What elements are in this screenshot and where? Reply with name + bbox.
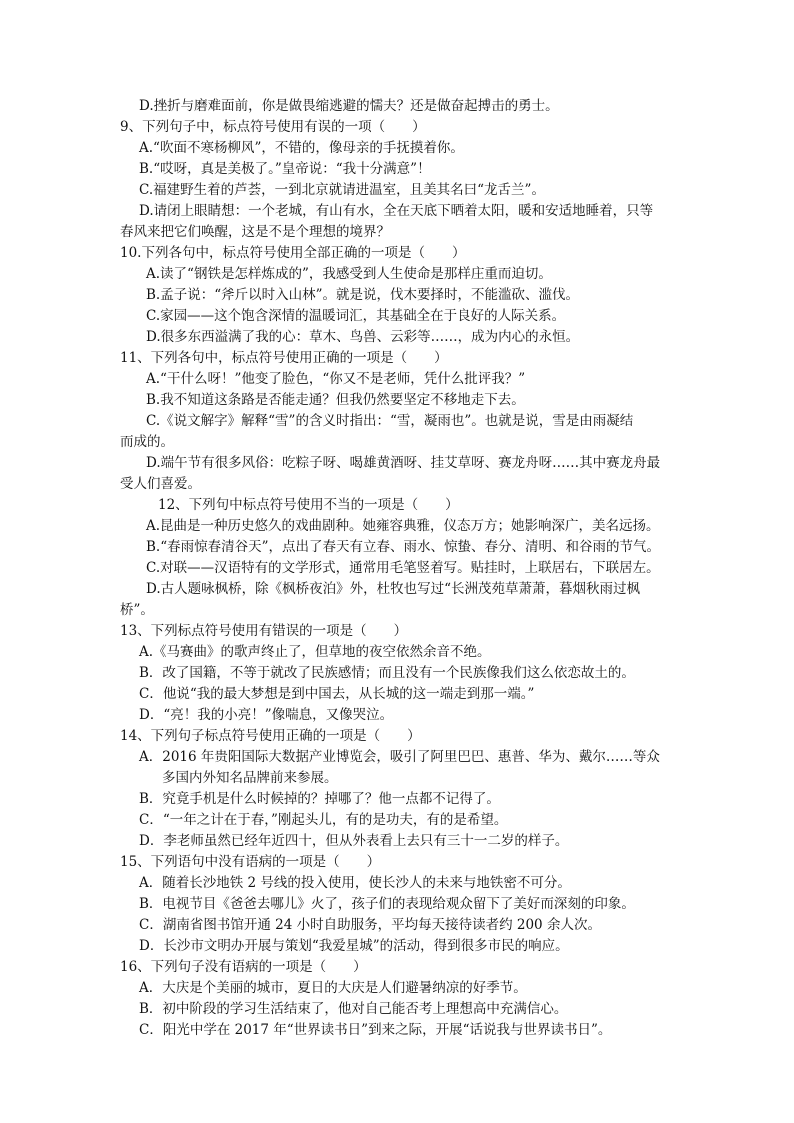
option-line: C.对联——汉语特有的文学形式，通常用毛笔竖着写。贴挂时，上联居右，下联居左。 bbox=[146, 560, 660, 576]
option-continuation: 而成的。 bbox=[120, 434, 174, 450]
question-title: 10.下列各句中，标点符号使用全部正确的一项是（ ） bbox=[120, 245, 466, 261]
option-line: D.很多东西溢满了我的心：草木、鸟兽、云彩等……，成为内心的永恒。 bbox=[146, 329, 580, 345]
question-title: 9、下列句子中，标点符号使用有误的一项（ ） bbox=[120, 119, 426, 135]
question-title: 14、下列句子标点符号使用正确的一项是（ ） bbox=[120, 728, 421, 744]
option-line: A．2016 年贵阳国际大数据产业博览会，吸引了阿里巴巴、惠普、华为、戴尔……等众 bbox=[139, 749, 660, 765]
option-continuation: 受人们喜爱。 bbox=[120, 476, 201, 492]
option-line: D.请闭上眼睛想：一个老城，有山有水，全在天底下晒着太阳，暖和安适地睡着，只等 bbox=[139, 203, 654, 219]
option-line: B.我不知道这条路是否能走通？但我仍然要坚定不移地走下去。 bbox=[146, 392, 525, 408]
option-line: B.孟子说：“斧斤以时入山林”。就是说，伐木要择时，不能滥砍、滥伐。 bbox=[146, 287, 580, 303]
option-line: C.家园——这个饱含深情的温暖词汇，其基础全在于良好的人际关系。 bbox=[146, 308, 566, 324]
option-line: A.昆曲是一种历史悠久的戏曲剧种。她雍容典雅，仪态万方；她影响深广，美名远扬。 bbox=[146, 518, 660, 534]
option-line: B．电视节目《爸爸去哪儿》火了，孩子们的表现给观众留下了美好而深刻的印象。 bbox=[139, 896, 635, 912]
question-title: 11、下列各句中，标点符号使用正确的一项是（ ） bbox=[120, 350, 448, 366]
option-line: B．改了国籍，不等于就改了民族感情；而且没有一个民族像我们这么依恋故土的。 bbox=[139, 665, 635, 681]
option-line: D．李老师虽然已经年近四十，但从外表看上去只有三十一二岁的样子。 bbox=[139, 833, 569, 849]
option-line: D.端午节有很多风俗：吃粽子呀、喝雄黄酒呀、挂艾草呀、赛龙舟呀……其中赛龙舟最 bbox=[146, 455, 661, 471]
option-line: D.古人题咏枫桥，除《枫桥夜泊》外，杜牧也写过“长洲茂苑草萧萧，暮烟秋雨过枫 bbox=[146, 581, 641, 597]
option-continuation: 桥”。 bbox=[120, 602, 154, 618]
option-line: C．湖南省图书馆开通 24 小时自助服务，平均每天接待读者约 200 余人次。 bbox=[139, 917, 601, 933]
option-line: B.“春雨惊春清谷天”，点出了春天有立春、雨水、惊蛰、春分、清明、和谷雨的节气。 bbox=[146, 539, 661, 555]
option-line: C．“一年之计在于春，”刚起头儿，有的是功夫，有的是希望。 bbox=[139, 812, 508, 828]
option-line: B．初中阶段的学习生活结束了，他对自己能否考上理想高中充满信心。 bbox=[139, 1001, 568, 1017]
question-title: 15、下列语句中没有语病的一项是（ ） bbox=[120, 854, 381, 870]
option-line: D．“亮！我的小亮！”像喘息，又像哭泣。 bbox=[139, 707, 394, 723]
option-line: D.挫折与磨难面前，你是做畏缩逃避的懦夫？还是做奋起搏击的勇士。 bbox=[139, 98, 559, 114]
option-line: A．大庆是个美丽的城市，夏日的大庆是人们避暑纳凉的好季节。 bbox=[139, 980, 527, 996]
option-line: A.《马赛曲》的歌声终止了，但草地的夜空依然余音不绝。 bbox=[139, 644, 491, 660]
option-line: A.读了“钢铁是怎样炼成的”，我感受到人生使命是那样庄重而迫切。 bbox=[146, 266, 552, 282]
option-continuation: 多国内外知名品牌前来参展。 bbox=[162, 770, 338, 786]
option-continuation: 春风来把它们唤醒，这是不是个理想的境界？ bbox=[120, 224, 390, 240]
option-line: D．长沙市文明办开展与策划“我爱星城”的活动，得到很多市民的响应。 bbox=[139, 938, 569, 954]
option-line: B.“哎呀，真是美极了。”皇帝说：“我十分满意”！ bbox=[139, 161, 431, 177]
option-line: C．阳光中学在 2017 年“世界读书日”到来之际，开展“话说我与世界读书日”。 bbox=[139, 1022, 612, 1038]
option-line: A.“吹面不寒杨柳风”，不错的，像母亲的手抚摸着你。 bbox=[139, 140, 464, 156]
question-title: 13、下列标点符号使用有错误的一项是（ ） bbox=[120, 623, 408, 639]
option-line: B．究竟手机是什么时候掉的？掉哪了？他一点都不记得了。 bbox=[139, 791, 500, 807]
option-line: A．随着长沙地铁 2 号线的投入使用，使长沙人的未来与地铁密不可分。 bbox=[139, 875, 571, 891]
option-line: C.《说文解字》解释“雪”的含义时指出：“雪，凝雨也”。也就是说，雪是由雨凝结 bbox=[146, 413, 634, 429]
option-line: C．他说“我的最大梦想是到中国去，从长城的这一端走到那一端。” bbox=[139, 686, 535, 702]
option-line: A.“干什么呀！”他变了脸色，“你又不是老师，凭什么批评我？” bbox=[146, 371, 526, 387]
question-title: 12、下列句中标点符号使用不当的一项是（ ） bbox=[158, 497, 459, 513]
option-line: C.福建野生着的芦荟，一到北京就请进温室，且美其名曰“龙舌兰”。 bbox=[139, 182, 545, 198]
question-title: 16、下列句子没有语病的一项是（ ） bbox=[120, 959, 367, 975]
